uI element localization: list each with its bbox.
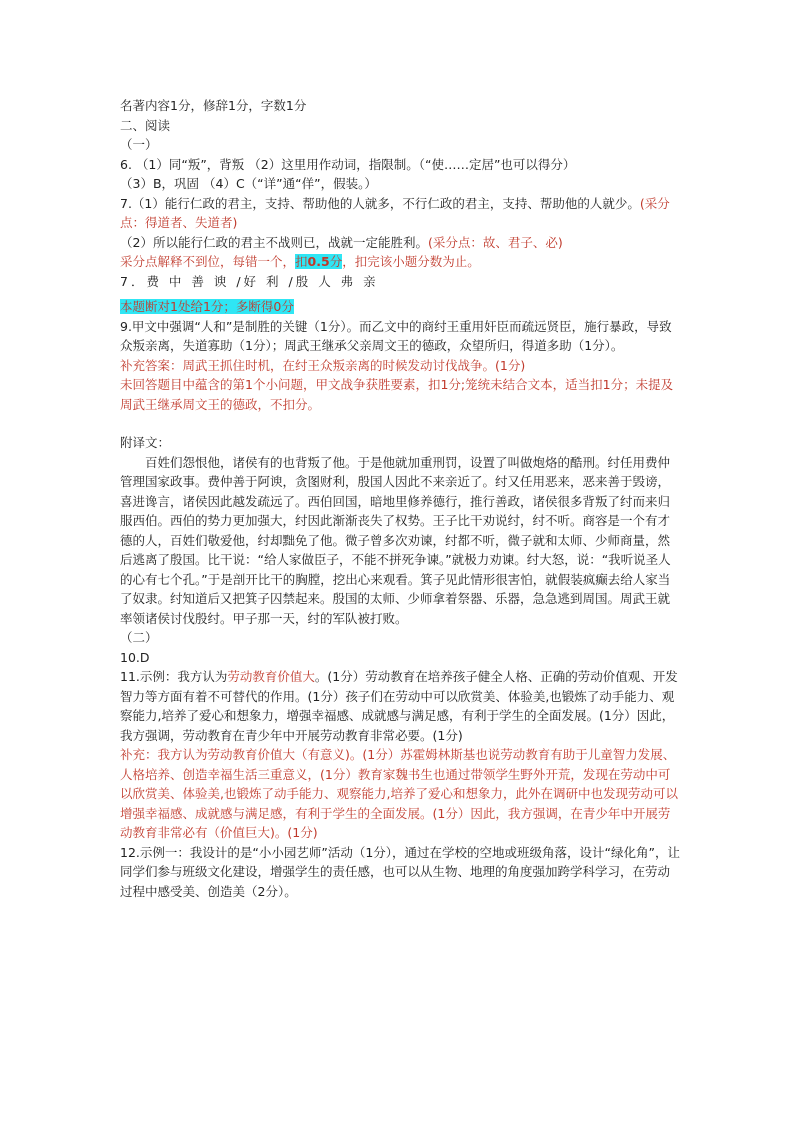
answer-text: （2）所以能行仁政的君主不战则已，战就一定能胜利。 bbox=[120, 234, 428, 250]
scoring-rule bbox=[120, 297, 680, 317]
highlight-text: 本题断对1处给1分；多断得0分 bbox=[120, 299, 294, 314]
key-point: 劳动教育价值大 bbox=[227, 669, 315, 684]
answer-11 bbox=[120, 667, 680, 745]
answer-text: 7.（1）能行仁政的君主，支持、帮助他的人就多，不行仁政的君主，支持、帮助他的人就少。 bbox=[120, 195, 640, 211]
supplement-answer: 补充答案：周武王抓住时机，在纣王众叛亲离的时候发动讨伐战争。(1分) bbox=[120, 357, 526, 373]
answer-12: 12.示例一：我设计的是“小小园艺师”活动（1分），通过在学校的空地或班级角落，设计“绿化角”，让同学们参与班级文化建设，增强学生的责任感，也可以从生物、地理的角度强加跨学科学习，在劳动过程中感受美、创造美（2分）。 bbox=[120, 844, 680, 899]
scoring-point: (采分点：故、君子、必) bbox=[427, 234, 563, 250]
answer-6: 6. （1）同“叛”，背叛 （2）这里用作动词，指限制。（“使……定居”也可以得分） bbox=[120, 156, 576, 172]
highlight-text: 扣 bbox=[295, 254, 308, 269]
answer-9: 9.甲文中强调“人和”是制胜的关键（1分）。而乙文中的商纣王重用奸臣而疏远贤臣，施行暴政，导致众叛亲离，失道寡助（1分）；周武王继承父亲周文王的德政，众望所归，得道多助（1分）。 bbox=[120, 318, 672, 353]
answer-10: 10.D bbox=[120, 649, 150, 665]
text-line: 名著内容1分，修辞1分，字数1分 bbox=[120, 98, 307, 113]
answer-7-2 bbox=[120, 233, 680, 253]
answer-6-cont: （3）B，巩固 （4）C（“详”通“佯”，假装。） bbox=[120, 176, 377, 191]
translation-heading: 附译文： bbox=[120, 435, 171, 450]
supplement-answer: 补充：我方认为劳动教育价值大（有意义)。(1分）苏霍姆林斯基也说劳动教育有助于儿童智力发展、人格培养、创造幸福生活三重意义，(1分）教育家魏书生也通过带领学生野外开荒，发现在劳动中可以欣赏美、体验美,也锻炼了动手能力、观察能力,培养了爱心和想象力，此外在调研中也发现劳动可以增强幸福感、成就感与满足感，有利于学生的全面发展。(1分）因此，我方强调，在青少年中开展劳动教育非常必有（价值巨大)。(1分) bbox=[120, 747, 678, 840]
highlight-value: 0.5 bbox=[307, 254, 330, 269]
answer-8: 7．费 中 善 谀 /好 利 /殷 人 弗 亲 bbox=[120, 273, 379, 289]
scoring-note bbox=[120, 252, 680, 272]
answer-text: 11.示例：我方认为 bbox=[120, 669, 228, 684]
document-page bbox=[120, 96, 680, 901]
highlight-text: 分 bbox=[329, 254, 343, 269]
answer-text: 。(1分）劳动教育在培养孩子健全人格、正确的劳动价值观、开发智力等方面有着不可替代的作用。(1分）孩子们在劳动中可以欣赏美、体验美,也锻炼了动手能力、观察能力,培养了爱心和想象力，增强幸福感、成就感与满足感，有利于学生的全面发展。(1分）因此，我方强调，劳动教育在青少年中开展劳动教育非常必要。(1分) bbox=[120, 669, 678, 743]
answer-7-1 bbox=[120, 194, 680, 233]
note-text: ，扣完该小题分数为止。 bbox=[342, 254, 480, 269]
subsection-heading: （一） bbox=[120, 137, 158, 152]
translation-text: 百姓们怨恨他，诸侯有的也背叛了他。于是他就加重刑罚，设置了叫做炮烙的酷刑。纣任用费仲管理国家政事。费仲善于阿谀，贪图财利，殷国人因此不来亲近了。纣又任用恶来，恶来善于毁谤，喜进谗言，诸侯因此越发疏远了。西伯回国，暗地里修养德行，推行善政，诸侯很多背叛了纣而来归服西伯。西伯的势力更加强大，纣因此渐渐丧失了权势。王子比干劝说纣，纣不听。商容是一个有才德的人，百姓们敬爱他，纣却黜免了他。微子曾多次劝谏，纣都不听，微子就和太师、少师商量，然后逃离了殷国。比干说：“给人家做臣子，不能不拼死争谏。”就极力劝谏。纣大怒，说：“我听说圣人的心有七个孔。”于是剖开比干的胸膛，挖出心来观看。箕子见此情形很害怕，就假装疯癫去给人家当了奴隶。纣知道后又把箕子囚禁起来。殷国的太师、少师拿着祭器、乐器，急急逃到周国。周武王就率领诸侯讨伐殷纣。甲子那一天，纣的军队被打败。 bbox=[120, 454, 671, 626]
note-text: 采分点解释不到位，每错一个， bbox=[120, 254, 296, 269]
section-heading: 二、阅读 bbox=[120, 117, 171, 133]
scoring-note: 未回答题目中蕴含的第1个小问题，甲文战争获胜要素，扣1分;笼统未结合文本，适当扣1分；未提及周武王继承周文王的德政，不扣分。 bbox=[120, 377, 674, 412]
scoring-point: (采分点：得道者、失道者) bbox=[120, 195, 670, 230]
subsection-heading: （二） bbox=[120, 630, 158, 645]
